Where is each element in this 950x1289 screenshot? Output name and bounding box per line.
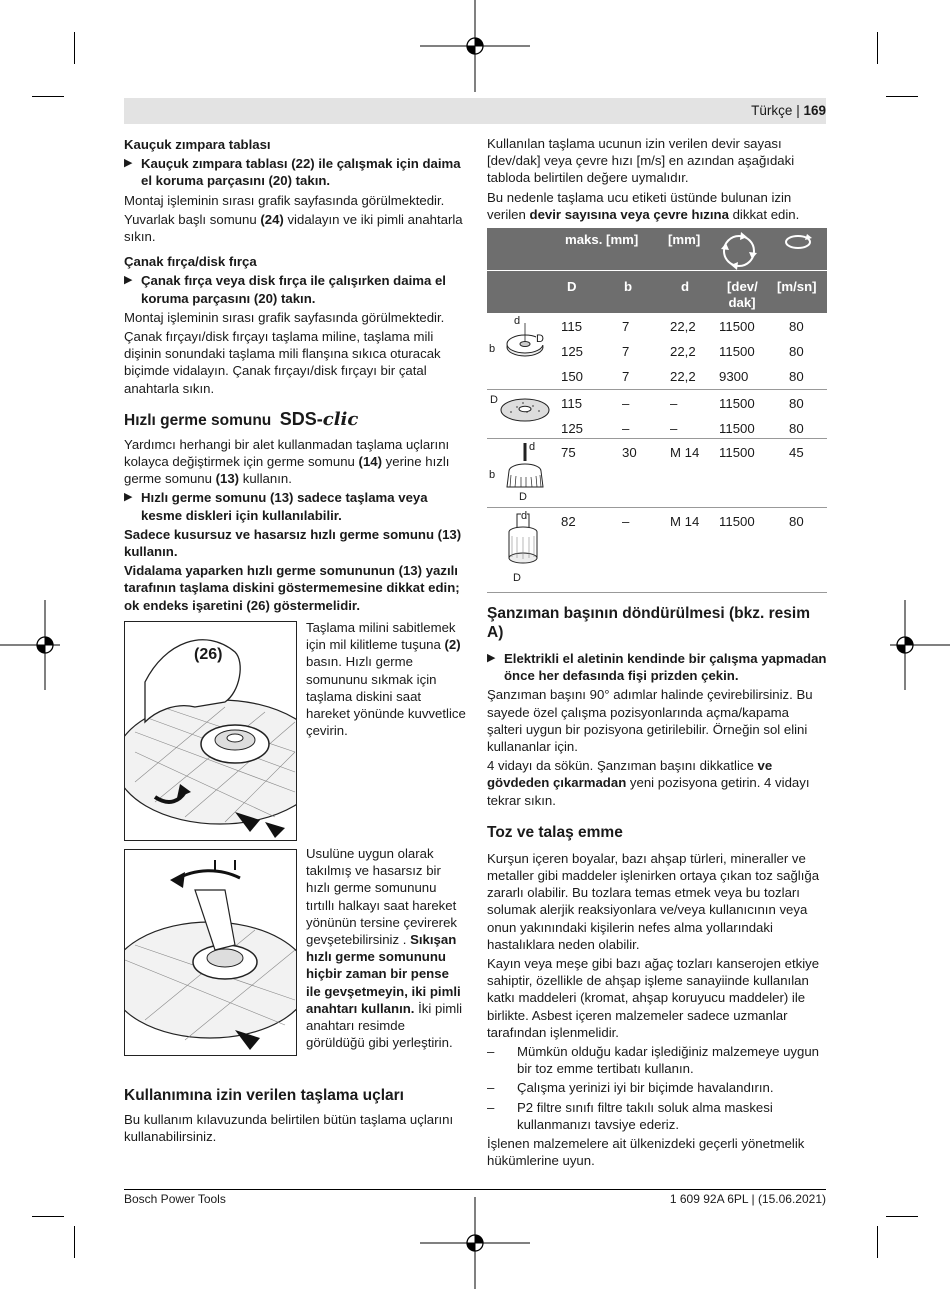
crop-mark xyxy=(877,32,878,64)
table-cell: 80 xyxy=(789,421,804,436)
table-cell: 11500 xyxy=(719,514,755,529)
dimension-label: d xyxy=(521,510,528,522)
paragraph: Kayın veya meşe gibi bazı ağaç tozları kanserojen etkiye sahiptir, özellikle de ahşap işleme sanayiinde kullanılan katkı maddeleri (kromat, ahşap koruyucu maddeler) ile birlikte. Asbest içeren malzemeler sadece uzmanlar tarafından işlenmelidir. xyxy=(487,956,820,1040)
section-heading: Kullanımına izin verilen taşlama uçları xyxy=(124,1087,404,1104)
table-cell: 45 xyxy=(789,445,804,460)
footer-left: Bosch Power Tools xyxy=(124,1192,226,1206)
table-cell: – xyxy=(622,396,630,411)
table-cell: 80 xyxy=(789,319,804,334)
list-item: – Mümkün olduğu kadar işlediğiniz malzemeye uygun bir toz emme tertibatı kullanın. xyxy=(487,1044,820,1077)
crop-mark xyxy=(32,1216,64,1217)
paragraph: Yardımcı herhangi bir alet kullanmadan taşlama uçlarını kolayca değiştirmek için germe somunu (14) yerine hızlı germe somunu (13) kullanın. xyxy=(124,436,450,487)
table-cell: 9300 xyxy=(719,369,749,384)
table-cell: 150 xyxy=(561,369,584,384)
rotation-icon xyxy=(719,232,759,270)
warning-bullet: ▶ Elektrikli el aletinin kendinde bir çalışma yapmadan önce her defasında fişi prizden çekin. xyxy=(487,651,827,684)
crop-mark xyxy=(74,32,75,64)
column-header: [dev/ dak] xyxy=(727,279,758,310)
dimension-label: D xyxy=(490,394,498,406)
heading-text: Hızlı germe somunu xyxy=(124,411,272,429)
right-column-sections xyxy=(487,604,827,1171)
table-cell: 80 xyxy=(789,344,804,359)
registration-mark-icon xyxy=(420,0,530,92)
page-number: 169 xyxy=(803,103,826,118)
figure-caption: Taşlama milini sabitlemek için mil kilitleme tuşuna (2) basın. Hızlı germe somununu sıkmak için taşlama diskini saat hareket yönünde kuvvetlice çevirin. xyxy=(306,620,466,739)
table-group xyxy=(487,508,827,593)
table-cell: 7 xyxy=(622,319,630,334)
crop-mark xyxy=(74,1226,75,1258)
section-heading: Şanzıman başının döndürülmesi (bkz. resim A) xyxy=(487,605,810,641)
table-cell: 11500 xyxy=(719,396,755,411)
triangle-right-icon: ▶ xyxy=(487,652,496,664)
peripheral-speed-icon xyxy=(783,232,813,252)
crop-mark xyxy=(877,1226,878,1258)
table-cell: 115 xyxy=(561,319,583,334)
dimension-label: d xyxy=(529,441,536,453)
list-item: – Çalışma yerinizi iyi bir biçimde havalandırın. xyxy=(487,1080,774,1096)
table-header-2 xyxy=(487,270,827,313)
warning-bullet: ▶ Kauçuk zımpara tablası (22) ile çalışmak için daima el koruma parçasını (20) takın. xyxy=(124,156,461,189)
speed-table xyxy=(487,228,827,593)
table-cell: 11500 xyxy=(719,445,755,460)
table-cell: – xyxy=(670,421,678,436)
left-column-bottom xyxy=(124,1086,466,1147)
list-item: – P2 filtre sınıfı filtre takılı soluk alma maskesi kullanmanızı tavsiye ederiz. xyxy=(487,1099,773,1132)
registration-mark-icon xyxy=(420,1197,530,1289)
left-column xyxy=(124,136,466,616)
footer-right: 1 609 92A 6PL | (15.06.2021) xyxy=(669,1192,826,1206)
sds-clic-logo: SDS-clic xyxy=(279,408,359,430)
paragraph: İşlenen malzemelere ait ülkenizdeki geçerli yönetmelik hükümlerine uyun. xyxy=(487,1136,805,1169)
column-header: D xyxy=(567,279,577,294)
table-body xyxy=(487,313,827,593)
paragraph: Kurşun içeren boyalar, bazı ahşap türleri, mineraller ve metaller gibi maddeler işlenirken ortaya çıkan toz sağlığa zararlı olabilir. Bu tozlara temas etmek veya bu tozları solumak alerjik reaksiyonlara ve/veya kullanıcının veya onun yakınındaki kişilerin nefes alma yollarındaki hastalıklara neden olabilir. xyxy=(487,850,820,952)
triangle-right-icon: ▶ xyxy=(124,274,133,287)
table-header-1 xyxy=(487,228,827,270)
dimension-label: b xyxy=(489,343,496,355)
dimension-label: d xyxy=(514,315,521,327)
figure-loosening xyxy=(124,849,297,1056)
crop-mark xyxy=(886,1216,918,1217)
table-cell: 80 xyxy=(789,396,804,411)
dimension-label: b xyxy=(489,469,496,481)
crop-mark xyxy=(886,96,918,97)
column-header: d xyxy=(681,279,690,294)
column-header: [mm] xyxy=(668,232,701,247)
triangle-right-icon: ▶ xyxy=(124,491,133,504)
table-cell: 22,2 xyxy=(670,344,696,359)
bold-paragraph: Vidalama yaparken hızlı germe somununun (13) yazılı tarafının taşlama diskini göstermemesine dikkat edin; ok endeks işaretini (26) göstermelidir. xyxy=(124,563,460,613)
triangle-right-icon: ▶ xyxy=(124,157,133,170)
table-cell: 11500 xyxy=(719,344,755,359)
table-cell: 80 xyxy=(789,369,804,384)
registration-mark-icon xyxy=(890,600,950,690)
paragraph: Montaj işleminin sırası grafik sayfasında görülmektedir. xyxy=(124,192,445,208)
figure-callout: (26) xyxy=(194,646,223,663)
header-language: Türkçe xyxy=(751,103,793,118)
right-column-intro xyxy=(487,135,827,225)
section-title: Kauçuk zımpara tablası xyxy=(124,137,271,152)
paragraph: Kullanılan taşlama ucunun izin verilen devir sayası [dev/dak] veya çevre hızı [m/s] en azından aşağıdaki tabloda belirtilen değere uymalıdır. xyxy=(487,136,795,186)
disc-brush-icon xyxy=(487,510,557,593)
table-cell: 125 xyxy=(561,421,584,436)
table-cell: – xyxy=(622,421,630,436)
paragraph: 4 vidayı da sökün. Şanzıman başını dikkatlice ve gövdeden çıkarmadan yeni pozisyona getirin. 4 vidayı tekrar sıkın. xyxy=(487,758,810,808)
table-cell: – xyxy=(622,514,630,529)
table-cell: 30 xyxy=(622,445,637,460)
warning-bullet: ▶ Hızlı germe somunu (13) sadece taşlama veya kesme diskleri için kullanılabilir. xyxy=(124,490,428,523)
table-cell: – xyxy=(670,396,678,411)
table-cell: M 14 xyxy=(670,514,700,529)
page-header-text xyxy=(620,103,826,118)
paragraph: Yuvarlak başlı somunu (24) vidalayın ve iki pimli anahtarla sıkın. xyxy=(124,211,463,245)
table-group xyxy=(487,390,827,439)
header-separator: | xyxy=(796,103,800,118)
table-cell: 82 xyxy=(561,514,576,529)
table-cell: 22,2 xyxy=(670,369,696,384)
figure-caption: Usulüne uygun olarak takılmış ve hasarsız bir hızlı germe somununu tırtıllı halkayı saat hareket yönünün tersine çevirerek gevşetebilirsiniz . Sıkışan hızlı germe somununu hiçbir zaman bir pense ile gevşetmeyin, iki pimli anahtarı kullanın. İki pimli anahtarı resimde görüldüğü gibi yerleştirin. xyxy=(306,846,463,1051)
dimension-label: D xyxy=(519,491,527,503)
bold-paragraph: Sadece kusursuz ve hasarsız hızlı germe somunu (13) kullanın. xyxy=(124,526,462,560)
column-header: b xyxy=(624,279,633,294)
paragraph: Bu nedenle taşlama ucu etiketi üstünde bulunan izin verilen devir sayısına veya çevre hızına dikkat edin. xyxy=(487,189,800,222)
paragraph: Montaj işleminin sırası grafik sayfasında görülmektedir. xyxy=(124,309,445,325)
paragraph: Çanak fırçayı/disk fırçayı taşlama miline, taşlama mili dişinin sonundaki taşlama mili flanşına sıkıca oturacak biçimde vidalayın. Çanak fırçayı/disk fırçayı bir çatal anahtarla sıkın. xyxy=(124,329,441,396)
column-header: [m/sn] xyxy=(777,279,817,294)
warning-bullet: ▶ Çanak fırça veya disk fırça ile çalışırken daima el koruma parçasını (20) takın. xyxy=(124,273,446,306)
section-heading: Toz ve talaş emme xyxy=(487,823,623,841)
table-cell: 75 xyxy=(561,445,576,460)
table-cell: M 14 xyxy=(670,445,700,460)
section-heading xyxy=(124,409,466,430)
table-cell: 22,2 xyxy=(670,319,696,334)
table-group xyxy=(487,313,827,390)
registration-mark-icon xyxy=(0,600,60,690)
dimension-label: D xyxy=(536,333,544,345)
figure-tightening xyxy=(124,621,297,841)
table-cell: 7 xyxy=(622,344,630,359)
dimension-label: D xyxy=(513,572,521,584)
table-cell: 125 xyxy=(561,344,584,359)
crop-mark xyxy=(32,96,64,97)
table-cell: 7 xyxy=(622,369,630,384)
table-cell: 115 xyxy=(561,396,583,411)
section-title: Çanak fırça/disk fırça xyxy=(124,254,257,270)
grinding-disc-icon xyxy=(487,315,557,378)
table-cell: 11500 xyxy=(719,421,755,436)
paragraph: Bu kullanım kılavuzunda belirtilen bütün taşlama uçlarını kullanabilirsiniz. xyxy=(124,1112,454,1145)
column-header: maks. [mm] xyxy=(565,232,639,247)
table-cell: 80 xyxy=(789,514,804,529)
paragraph: Şanzıman başını 90° adımlar halinde çevirebilirsiniz. Bu sayede özel çalışma pozisyonlarında açma/kapama şalteri uygun bir pozisyona getirilebilir. Örneğin sol elini kullananlar için. xyxy=(487,687,813,755)
table-group xyxy=(487,439,827,508)
table-cell: 11500 xyxy=(719,319,755,334)
footer-rule xyxy=(124,1189,826,1190)
